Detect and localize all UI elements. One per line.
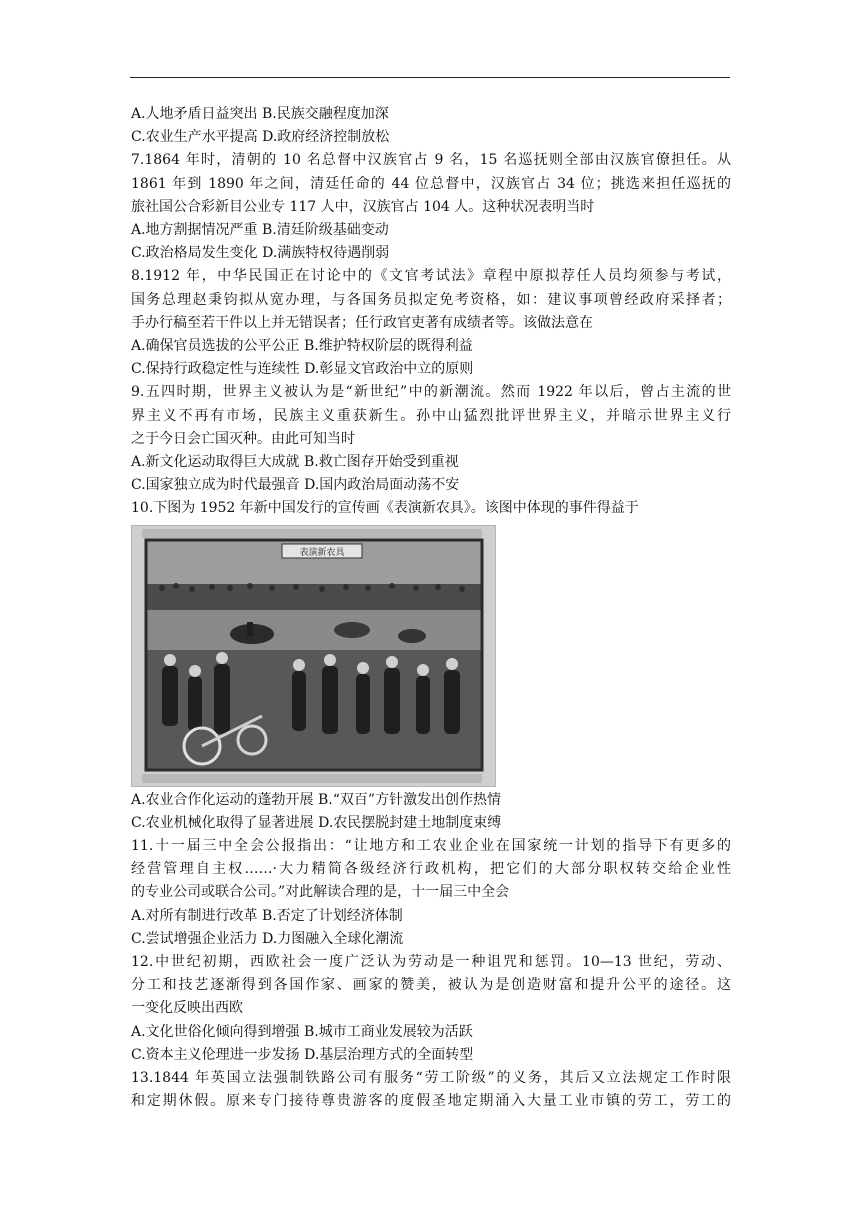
option-line: A.文化世俗化倾向得到增强 B.城市工商业发展较为活跃 — [131, 1023, 473, 1040]
option-line: A.确保官员选拔的公平公正 B.维护特权阶层的既得利益 — [131, 338, 473, 355]
question-stem-line: 10.下图为 1952 年新中国发行的宣传画《表演新农具》。该图中体现的事件得益于 — [131, 500, 639, 517]
propaganda-poster-image — [131, 525, 496, 787]
question-stem-line: 旅社国公合彩新目公业专 117 人中，汉族官占 104 人。这种状况表明当时 — [131, 198, 595, 215]
question-11 — [131, 835, 731, 951]
question-stem-line: 之于今日会亡国灭种。由此可知当时 — [131, 430, 355, 447]
option-line: C.农业生产水平提高 D.政府经济控制放松 — [131, 129, 390, 146]
option-line: A.农业合作化运动的蓬勃开展 B.“双百”方针激发出创作热情 — [131, 791, 502, 808]
question-stem-line: 7.1864 年时，清朝的 10 名总督中汉族官占 9 名，15 名巡抚则全部由汉族官僚担任。从 — [131, 152, 731, 169]
option-line: A.地方割据情况严重 B.清廷阶级基础变动 — [131, 222, 389, 239]
question-stem-line: 分工和技艺逐渐得到各国作家、画家的赞美，被认为是创造财富和提升公平的途径。这 — [131, 977, 731, 994]
question-stem-line: 一变化反映出西欧 — [131, 1000, 243, 1017]
question-6-options — [131, 103, 731, 149]
question-stem-line: 界主义不再有市场，民族主义重获新生。孙中山猛烈批评世界主义，并暗示世界主义行 — [131, 407, 731, 424]
option-line: C.资本主义伦理进一步发扬 D.基层治理方式的全面转型 — [131, 1046, 474, 1063]
question-10 — [131, 497, 731, 835]
question-stem-line: 经营管理自主权……·大力精简各级经济行政机构，把它们的大部分职权转交给企业性 — [131, 861, 731, 878]
question-13 — [131, 1067, 731, 1113]
question-stem-line: 13.1844 年英国立法强制铁路公司有服务“劳工阶级”的义务，其后又立法规定工作时限 — [131, 1070, 731, 1087]
exam-page-body — [131, 103, 731, 1114]
option-line: A.对所有制进行改革 B.否定了计划经济体制 — [131, 907, 403, 924]
question-stem-line: 手办行稿至若干件以上并无错误者；任行政官吏著有成绩者等。该做法意在 — [131, 314, 593, 331]
option-line: C.政治格局发生变化 D.满族特权待遇削弱 — [131, 245, 390, 262]
question-stem-line: 8.1912 年，中华民国正在讨论中的《文官考试法》章程中原拟荐任人员均须参与考试， — [131, 268, 731, 285]
question-stem-line: 国务总理赵秉钧拟从宽办理，与各国务员拟定免考资格，如：建议事项曾经政府采择者； — [131, 291, 731, 308]
question-8 — [131, 265, 731, 381]
poster-sign-text: 表演新农具 — [299, 547, 345, 558]
question-stem-line: 的专业公司或联合公司。”对此解读合理的是，十一届三中全会 — [131, 884, 510, 901]
option-line: C.国家独立成为时代最强音 D.国内政治局面动荡不安 — [131, 477, 460, 494]
poster-illustration — [132, 526, 495, 786]
option-line: C.农业机械化取得了显著进展 D.农民摆脱封建土地制度束缚 — [131, 814, 502, 831]
header-rule — [130, 77, 730, 78]
option-line: A.人地矛盾日益突出 B.民族交融程度加深 — [131, 106, 389, 122]
question-stem-line: 和定期休假。原来专门接待尊贵游客的度假圣地定期涌入大量工业市镇的劳工，劳工的 — [131, 1093, 731, 1110]
option-line: A.新文化运动取得巨大成就 B.救亡图存开始受到重视 — [131, 454, 459, 471]
question-stem-line: 9.五四时期，世界主义被认为是“新世纪”中的新潮流。然而 1922 年以后，曾占主流的世 — [131, 384, 731, 401]
question-12 — [131, 951, 731, 1067]
question-stem-line: 1861 年到 1890 年之间，清廷任命的 44 位总督中，汉族官占 34 位；挑选来担任巡抚的 — [131, 175, 731, 192]
question-7 — [131, 149, 731, 265]
question-stem-line: 12.中世纪初期，西欧社会一度广泛认为劳动是一种诅咒和惩罚。10—13 世纪，劳动、 — [131, 954, 731, 971]
question-9 — [131, 381, 731, 497]
option-line: C.保持行政稳定性与连续性 D.彰显文官政治中立的原则 — [131, 361, 474, 378]
option-line: C.尝试增强企业活力 D.力图融入全球化潮流 — [131, 930, 404, 947]
question-stem-line: 11.十一届三中全会公报指出：“让地方和工农业企业在国家统一计划的指导下有更多的 — [131, 838, 731, 855]
